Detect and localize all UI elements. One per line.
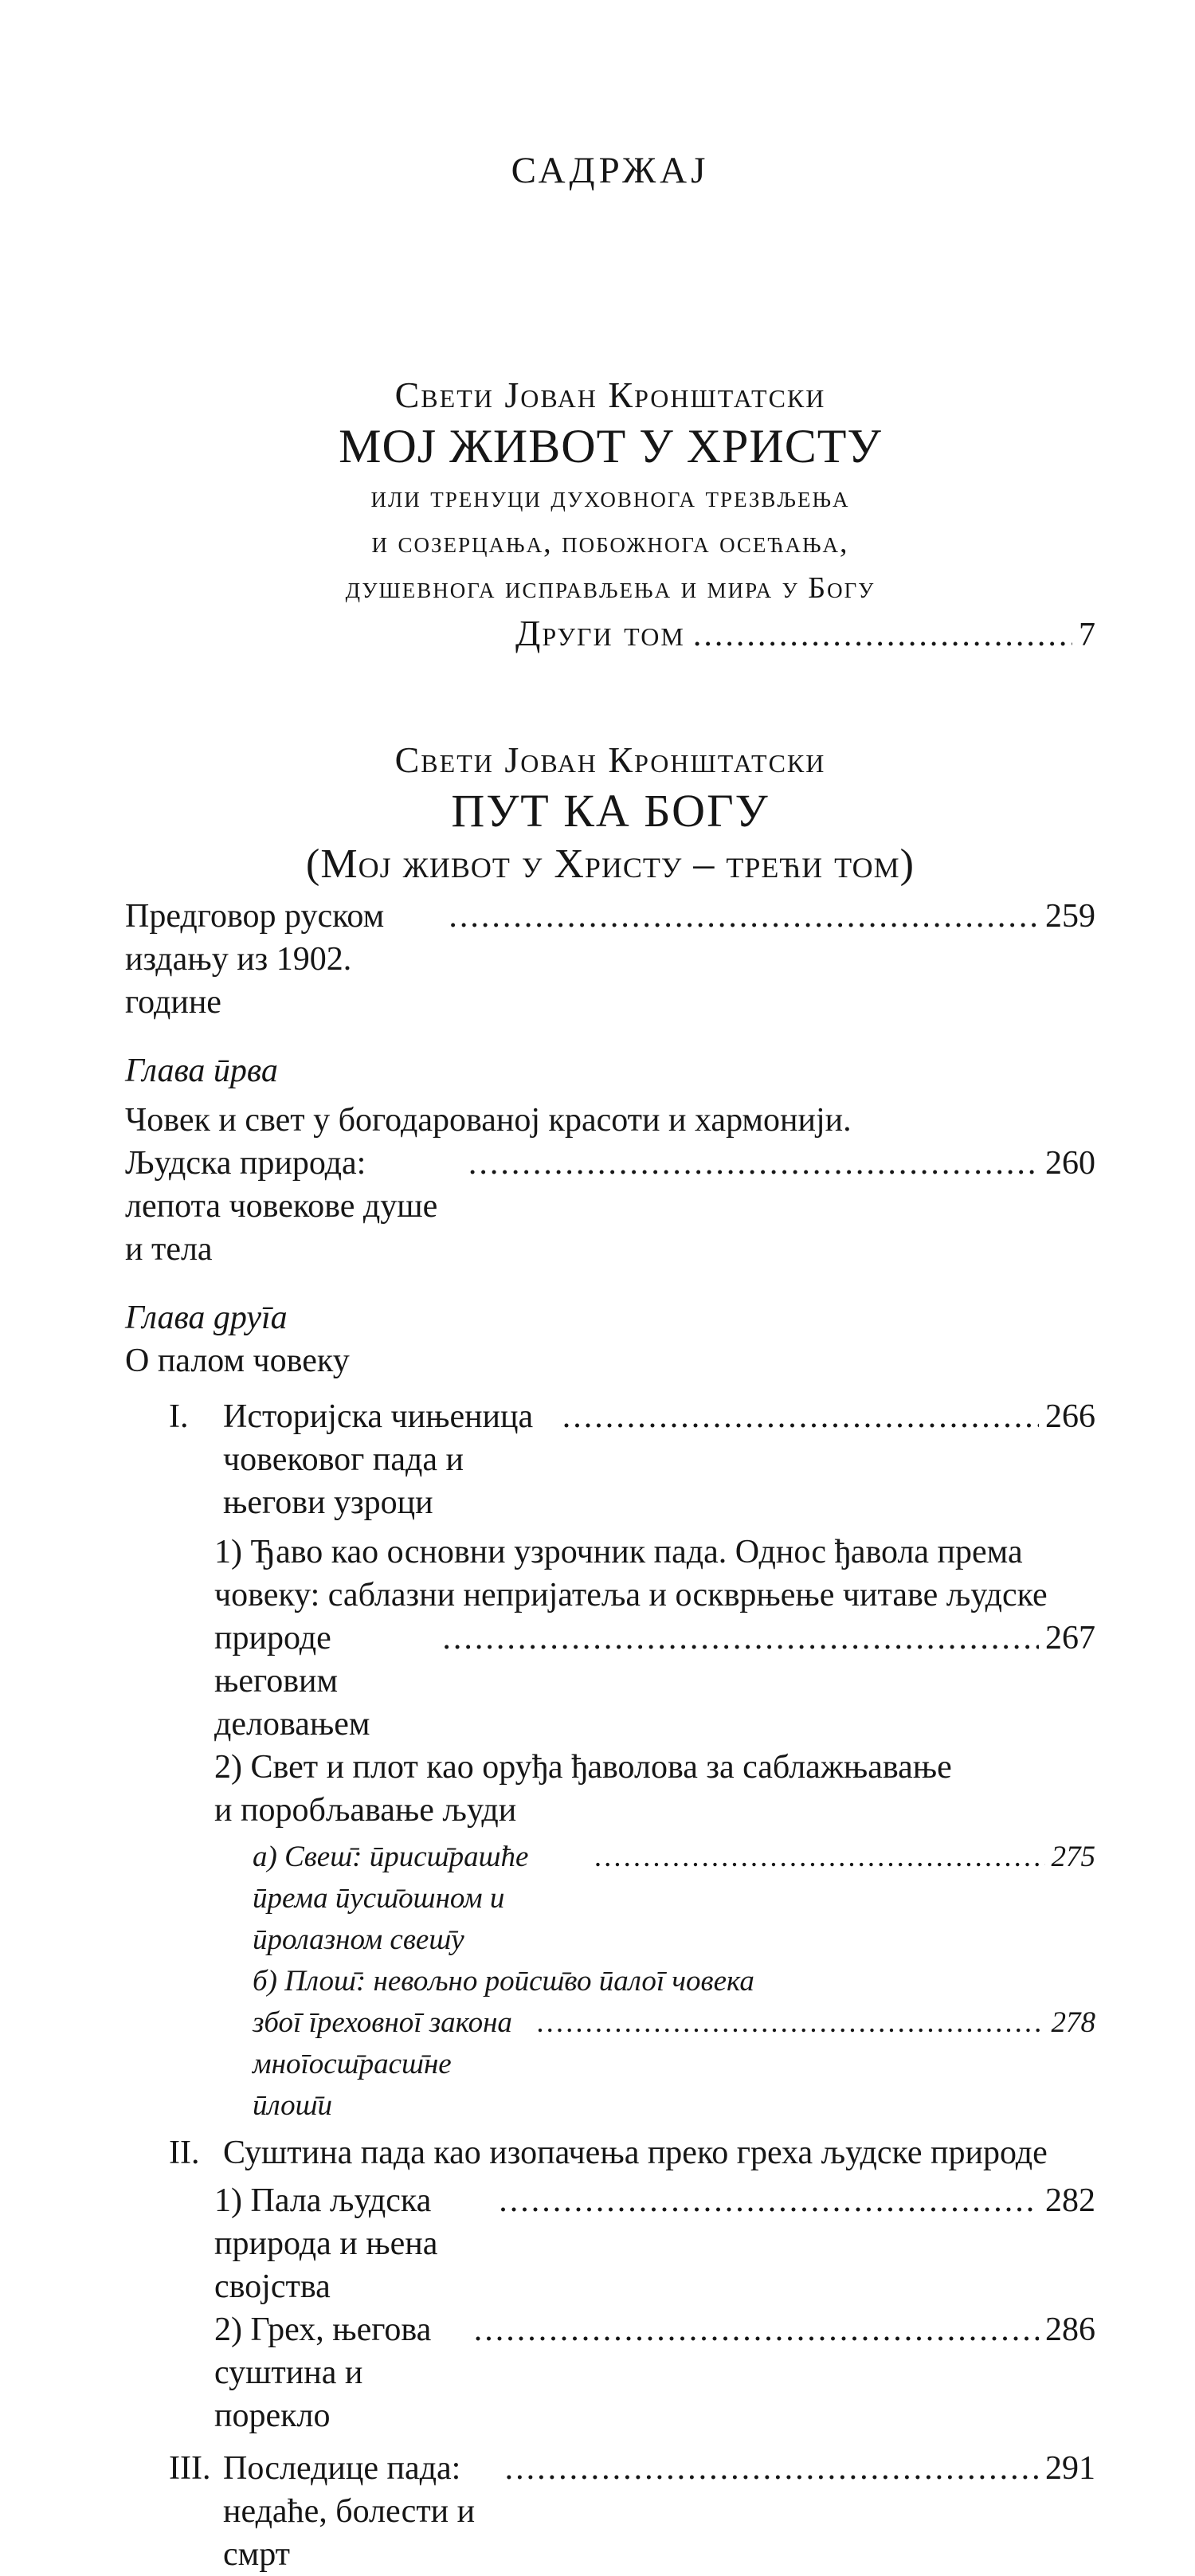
dot-leader [499, 2179, 1039, 2222]
toc-entry-text: човеку: саблазни непријатеља и оскврњење читаве људске [214, 1577, 1048, 1614]
toc-entry-text: 1) Пала људска природа и њена својства [214, 2182, 446, 2306]
toc-entry-text: Суштина пада као изопачења преко греха људске природе [223, 2135, 1048, 2172]
toc-entry-line [125, 1789, 1095, 1832]
dot-leader [449, 895, 1039, 938]
dot-leader [693, 613, 1072, 657]
toc-entry-text: а) Свеш̄: ӣрисш̄рашће ӣрема ӣусш̄ошном и ӣролазном свеш̄у [253, 1841, 536, 1957]
volume-label: Други том [515, 613, 685, 654]
dot-leader [468, 1142, 1039, 1185]
page-title: САДРЖАЈ [511, 150, 710, 192]
page-number: 266 [1045, 1398, 1095, 1436]
book-title: ПУТ КА БОГУ [451, 785, 770, 837]
toc-entry-text: Историјска чињеница човековог пада и његови узроци [223, 1398, 542, 1522]
book-subtitle-line: душевнога исправљења и мира у Богу [345, 571, 876, 606]
toc-entry-text: 1) Ђаво као основни узрочник пада. Однос ђавола према [214, 1534, 1023, 1571]
page-number: 260 [1045, 1145, 1095, 1182]
toc-entry [125, 1837, 1095, 1961]
toc-entry-line [125, 1574, 1095, 1617]
chapter-label-text: Глава gруīа [125, 1300, 288, 1337]
toc-entry-line [125, 1961, 1095, 2002]
book-subtitle-line: (Мој живот у Христу – трећи том) [306, 841, 915, 888]
toc-entry [125, 895, 1095, 1024]
chapter-title-line [125, 1099, 1095, 1142]
toc-entry-text: и поробљавање људи [214, 1792, 517, 1829]
toc-entry [125, 2447, 1095, 2576]
toc-entry-text: Људска природа: лепота човекове душе и тела [125, 1145, 446, 1268]
book-author: Свети Јован Кронштатски [394, 374, 826, 416]
toc-entry-text: 2) Грех, његова суштина и порекло [214, 2311, 440, 2435]
roman-numeral: III. [169, 2450, 211, 2488]
dot-leader [442, 1617, 1039, 1660]
toc-entry-text: збоī īреховноī закона мноīосш̄расш̄не ӣлош̄и [253, 2006, 520, 2123]
page-number: 286 [1045, 2311, 1095, 2349]
toc-entry-text: 2) Свет и плот као оруђа ђаволова за саблажњавање [214, 1749, 952, 1786]
book-author: Свети Јован Кронштатски [394, 739, 826, 781]
toc-entry-line [125, 1531, 1095, 1574]
roman-numeral: II. [169, 2135, 200, 2172]
toc-entry [125, 1617, 1095, 1746]
book-title: МОЈ ЖИВОТ У ХРИСТУ [339, 420, 882, 473]
roman-numeral: I. [169, 1398, 189, 1436]
chapter-label [125, 1296, 1095, 1339]
page-number: 282 [1045, 2182, 1095, 2220]
page-number: 291 [1045, 2450, 1095, 2488]
chapter-label [125, 1049, 1095, 1092]
toc-entry-text: б) Плош̄: невољно роӣсш̄во ӣалоī човека [253, 1965, 754, 1998]
toc-entry-text: Човек и свет у богодарованој красоти и хармонији. [125, 1102, 852, 1139]
book-subtitle-line: и созерцања, побожнога осећања, [371, 526, 849, 560]
book-heading-put-ka-bogu [125, 738, 1095, 889]
toc-entry [125, 2002, 1095, 2127]
dot-leader [505, 2447, 1039, 2490]
dot-leader [595, 1837, 1045, 1878]
toc-entry-volume [515, 611, 1095, 657]
dot-leader [537, 2002, 1044, 2044]
toc-entry-text: Последице пада: недаће, болести и смрт [223, 2450, 484, 2574]
page-number: 278 [1051, 2006, 1095, 2040]
toc-entry-text: Предговор руском издању из 1902. године [125, 898, 393, 1021]
book-subtitle-line: или тренуци духовнога трезвљења [370, 480, 850, 515]
book-heading-moj-zivot [125, 373, 1095, 657]
dot-leader [562, 1395, 1039, 1438]
chapter-label-text: Глава ӣрва [125, 1053, 278, 1090]
toc-entry [125, 2179, 1095, 2308]
dot-leader [474, 2308, 1039, 2351]
page-number: 7 [1079, 617, 1095, 654]
page-number: 267 [1045, 1620, 1095, 1657]
page-number: 275 [1051, 1841, 1095, 1874]
toc-entry-line [125, 1746, 1095, 1789]
toc-entry [125, 2131, 1095, 2174]
toc-list [125, 895, 1095, 2576]
toc-entry [125, 1142, 1095, 1271]
toc-entry-text: О палом човеку [125, 1343, 350, 1380]
toc-entry-text: природе његовим деловањем [214, 1620, 370, 1743]
toc-entry [125, 2308, 1095, 2437]
page-number: 259 [1045, 898, 1095, 935]
toc-entry [125, 1395, 1095, 1524]
chapter-title-line [125, 1339, 1095, 1382]
